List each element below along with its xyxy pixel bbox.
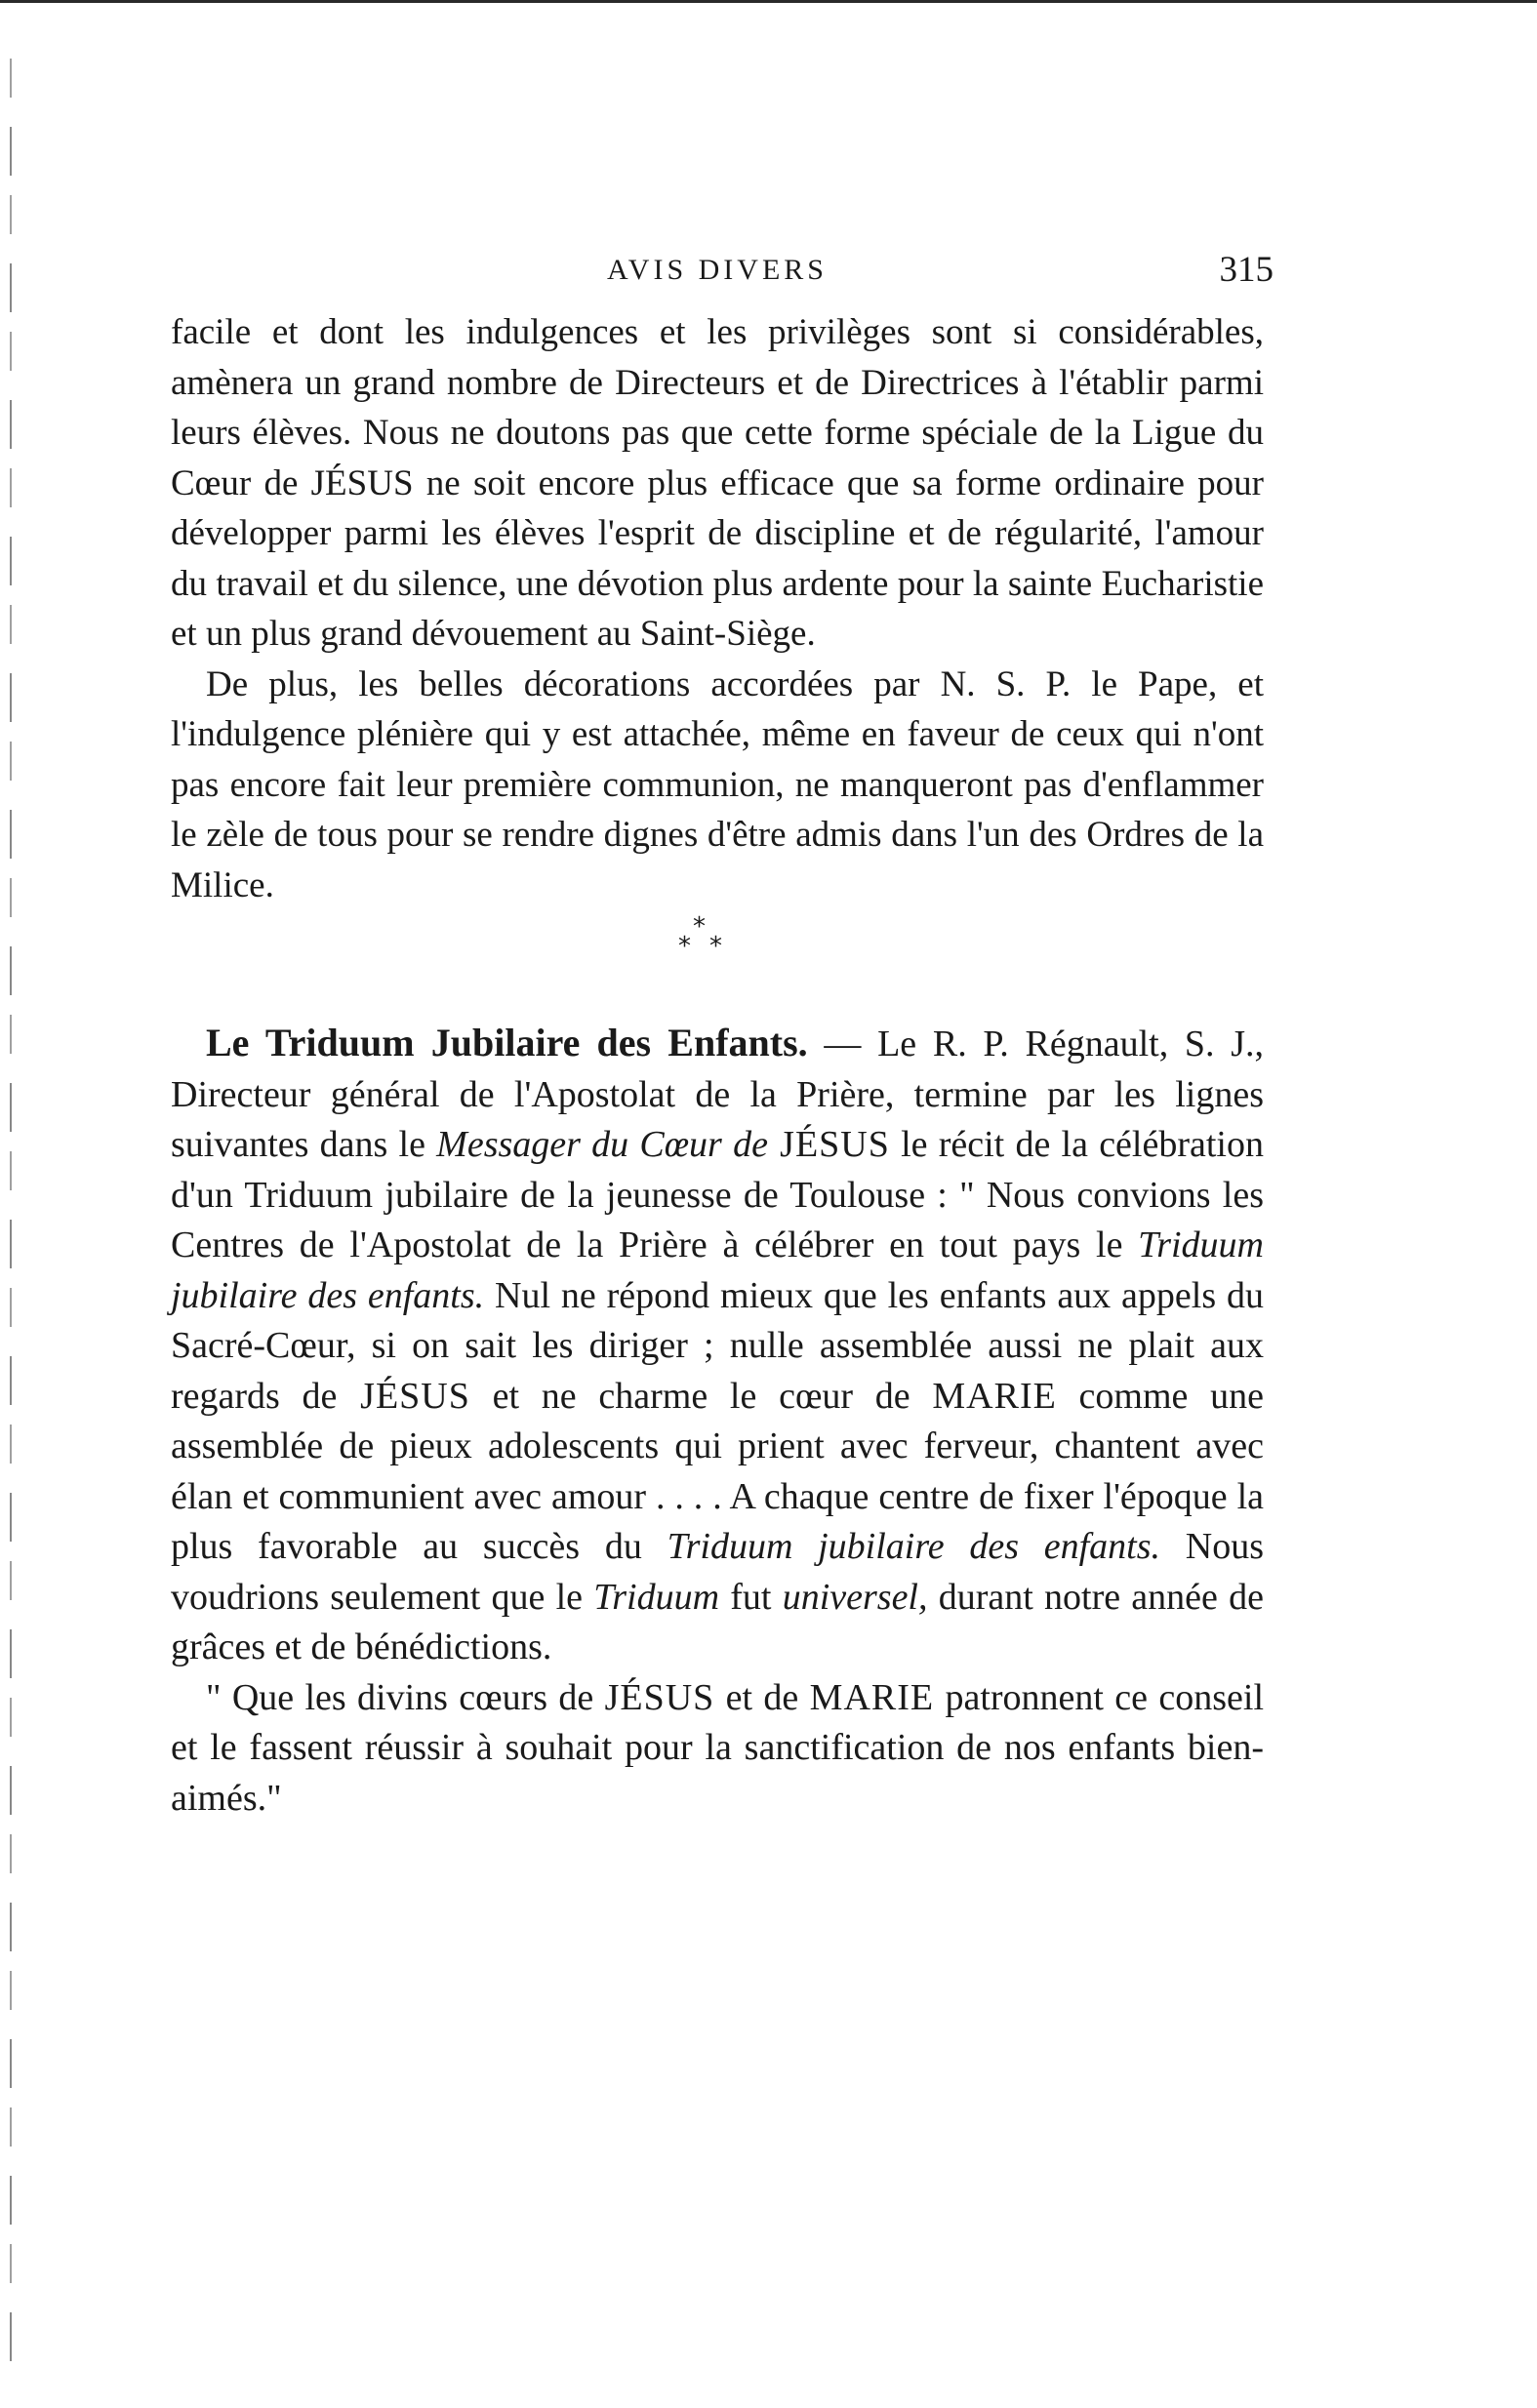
section-text: comme une assemblée de pieux adolescents qui prient avec ferveur, chantent avec élan et communient avec amour . . . . A chaque centre de fixer l'époque la plus favorable au succès du xyxy=(171,1375,1265,1567)
italic-universel: universel, xyxy=(782,1576,928,1618)
italic-triduum: Triduum xyxy=(593,1576,720,1618)
italic-triduum-title: Triduum jubilaire des enfants. xyxy=(667,1526,1161,1567)
section-text: le récit de la célébration d'un Triduum jubilaire de la jeunesse de Toulouse : " Nous convions les Centres de l'Apostolat de la Prière à célébrer en tout pays le xyxy=(171,1124,1264,1265)
section-text: et ne charme le cœur de xyxy=(469,1375,933,1417)
closing-text: et de xyxy=(714,1676,810,1718)
page-binding-edge xyxy=(10,59,12,2381)
name-jesus: JÉSUS xyxy=(337,1375,470,1417)
running-head-title: AVIS DIVERS xyxy=(607,254,828,286)
name-marie: MARIE xyxy=(809,1676,935,1718)
section-heading: Le Triduum Jubilaire des Enfants. xyxy=(206,1021,808,1064)
asterism-separator xyxy=(171,910,1264,998)
name-jesus: JÉSUS xyxy=(604,1676,715,1718)
closing-text: " Que les divins cœurs de xyxy=(206,1676,605,1718)
asterism-star: * xyxy=(709,932,722,961)
section-paragraph-closing xyxy=(171,1673,1264,1825)
book-page xyxy=(171,249,1274,1824)
section-text: Nul ne répond mieux que les enfants aux appels du Sacré-Cœur, si on sait les diriger ; nulle assemblée aussi ne plait aux regards de xyxy=(171,1274,1265,1417)
page-top-edge xyxy=(0,0,1537,3)
paragraph-continued: facile et dont les indulgences et les privilèges sont si considérables, amènera un grand nombre de Directeurs et de Directrices à l'établir parmi leurs élèves. Nous ne doutons pas que cette forme spéciale de la Ligue du Cœur de JÉSUS ne soit encore plus efficace que sa forme ordinaire pour développer parmi les élèves l'esprit de discipline et de régularité, l'amour du travail et du silence, une dévotion plus ardente pour la sainte Eucharistie et un plus grand dévouement au Saint-Siège. xyxy=(171,312,1264,654)
running-head xyxy=(171,249,1274,307)
name-jesus: JÉSUS xyxy=(767,1124,890,1165)
italic-triduum-title: Triduum jubilaire des enfants. xyxy=(171,1224,1264,1316)
section-text: fut xyxy=(719,1576,783,1618)
journal-title: Messager du Cœur de xyxy=(436,1124,768,1165)
asterism-star: * xyxy=(693,912,706,942)
section-triduum xyxy=(171,1018,1264,1824)
section-text: durant notre année de grâces et de bénédictions. xyxy=(171,1576,1264,1667)
section-paragraph-main xyxy=(171,1018,1264,1673)
name-marie: MARIE xyxy=(932,1375,1057,1417)
section-text: Nous voudrions seulement que le xyxy=(171,1526,1264,1618)
closing-text: patronnent ce conseil et le fassent réussir à souhait pour la sanctification de nos enfants bien-aimés." xyxy=(171,1676,1265,1819)
section-intro: Le R. P. Régnault, S. J., Directeur général de l'Apostolat de la Prière, termine par les lignes suivantes dans le xyxy=(171,1023,1264,1165)
asterism-star: * xyxy=(678,932,691,961)
heading-dash: — xyxy=(807,1023,878,1064)
page-number: 315 xyxy=(1219,250,1274,290)
paragraph-decorations: De plus, les belles décorations accordées par N. S. P. le Pape, et l'indulgence plénière qui y est attachée, même en faveur de ceux qui n'ont pas encore fait leur première communion, ne manqueront pas d'enflammer le zèle de tous pour se rendre dignes d'être admis dans l'un des Ordres de la Milice. xyxy=(171,663,1264,905)
